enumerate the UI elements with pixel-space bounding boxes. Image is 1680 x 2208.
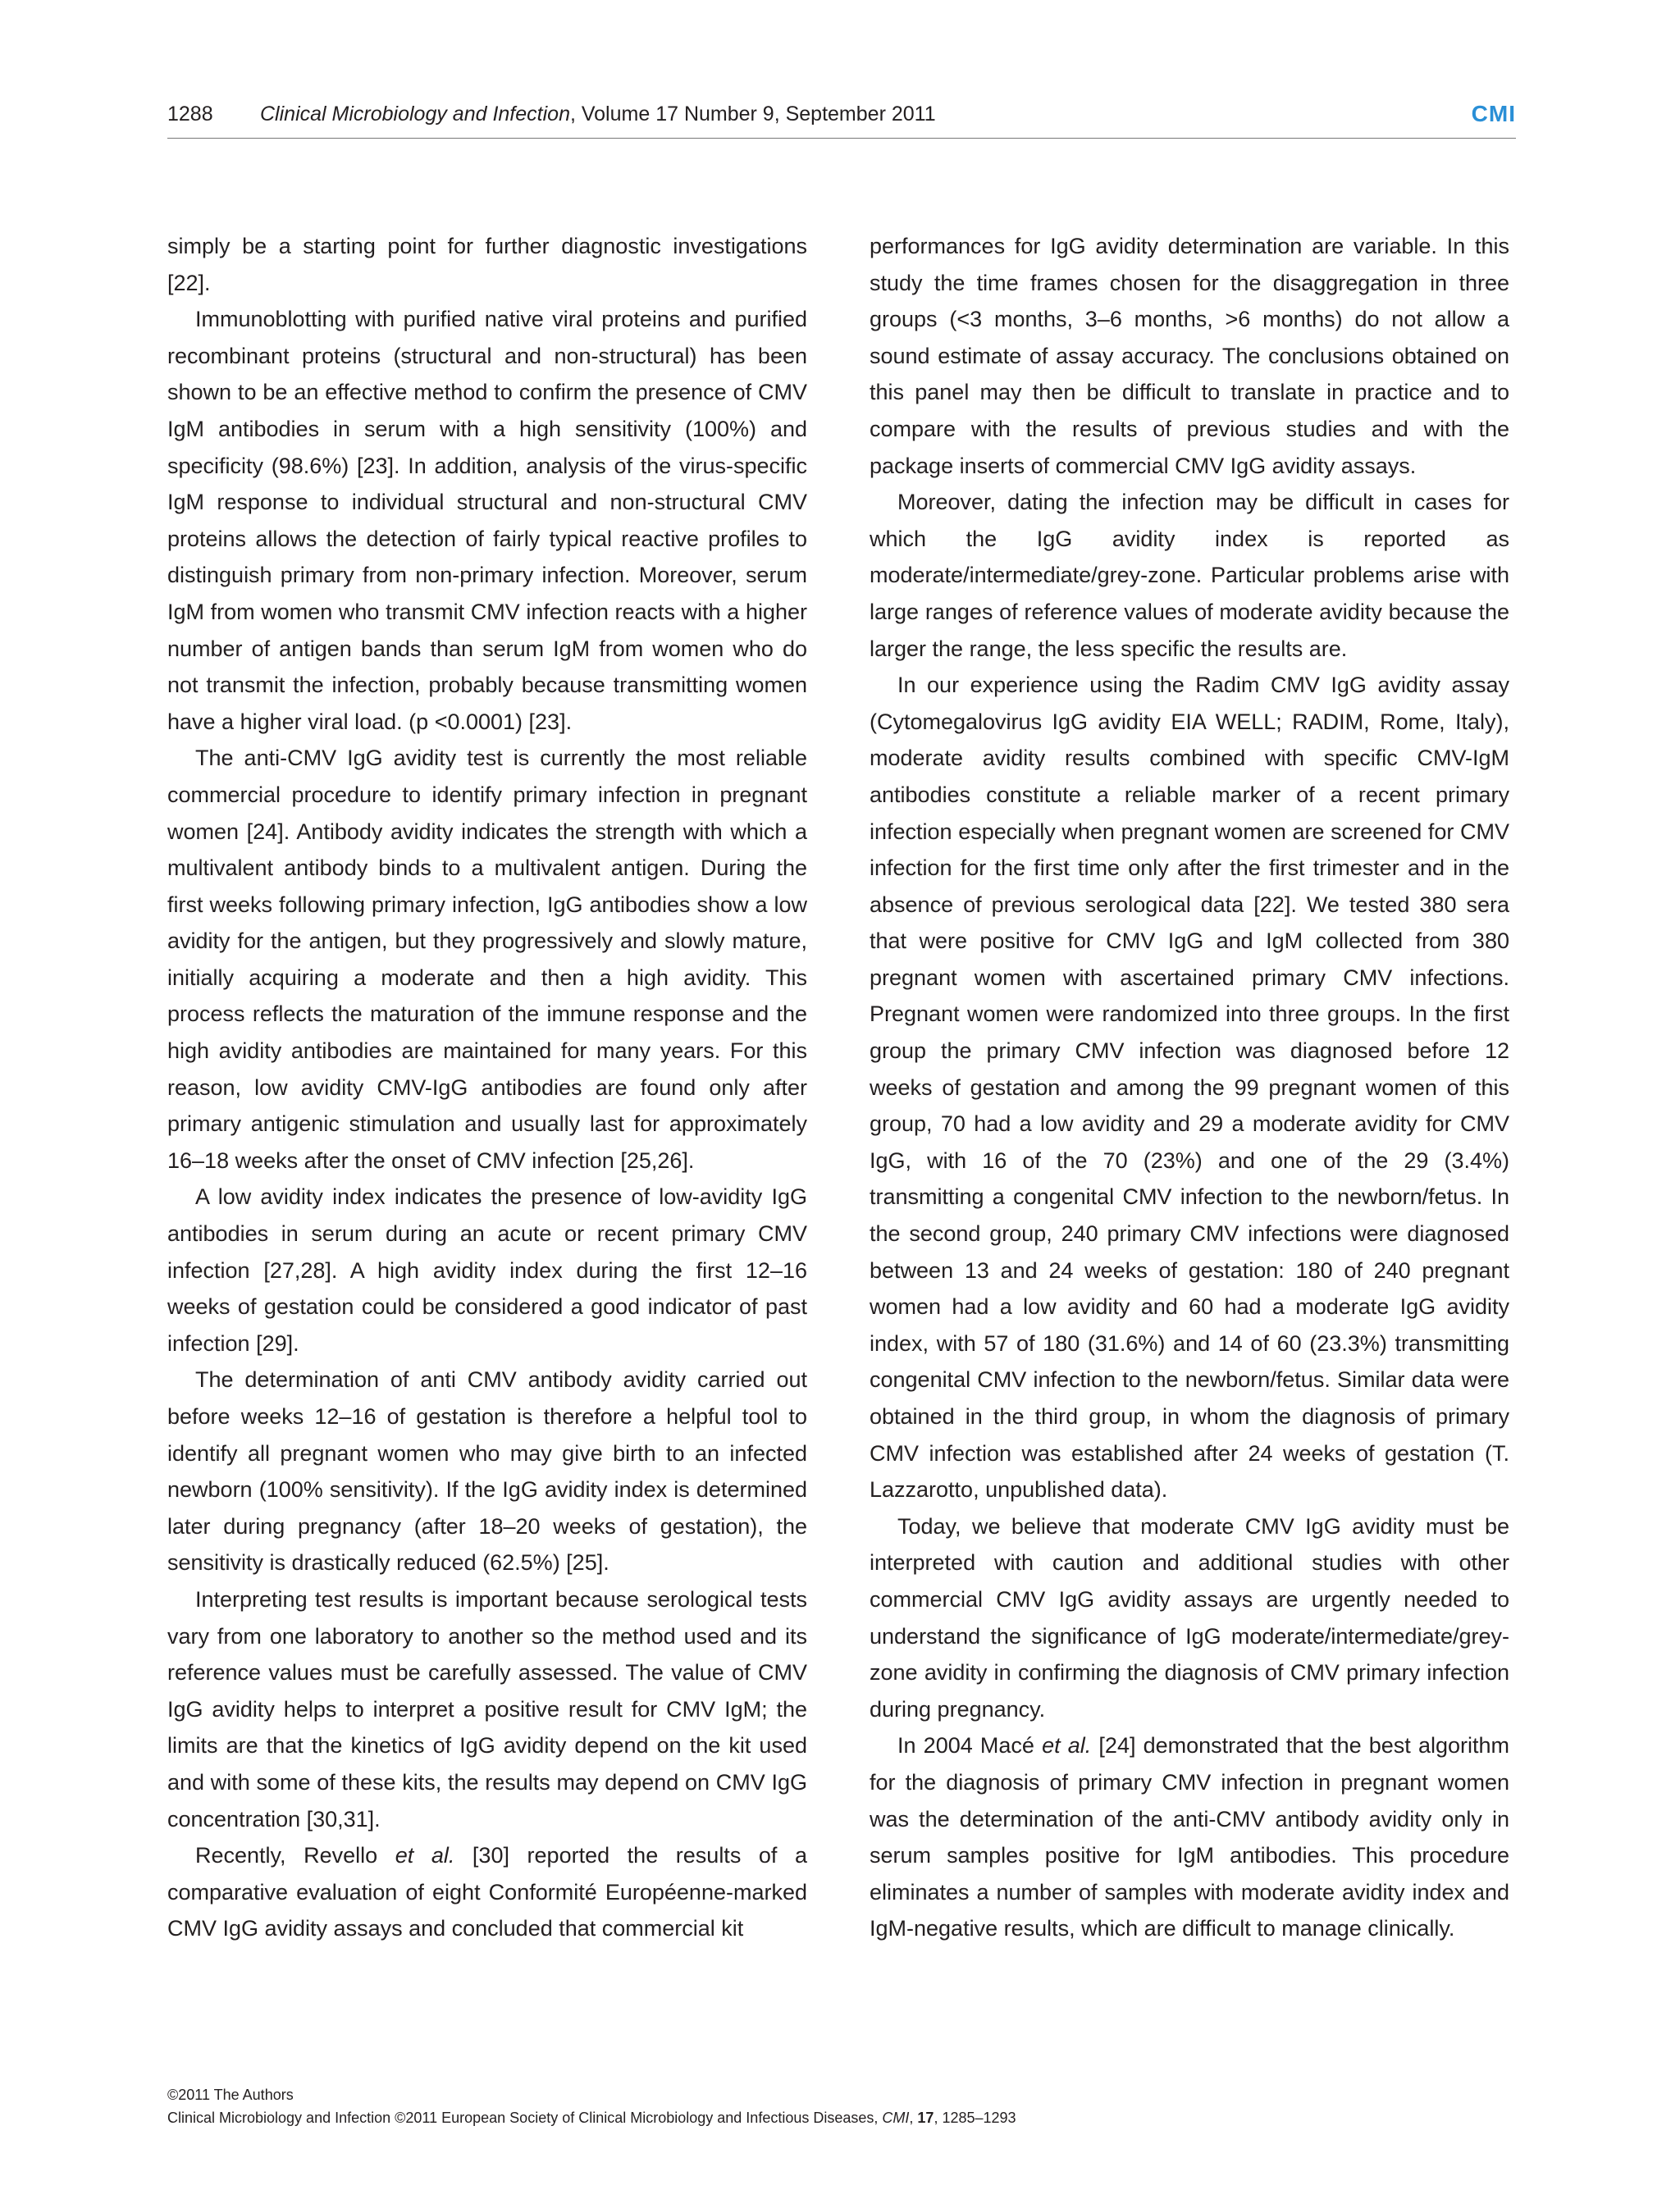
paragraph [870, 1727, 1509, 1947]
paragraph: performances for IgG avidity determination are variable. In this study the time frames chosen for the disaggregation in three groups (<3 months, 3–6 months, >6 months) do not allow a sound estimate of assay accuracy. The conclusions obtained on this panel may then be difficult to translate in practice and to compare with the results of previous studies and with the package inserts of commercial CMV IgG avidity assays. [870, 234, 1509, 478]
paragraph: simply be a starting point for further diagnostic investigations [22]. [167, 234, 807, 295]
footer-volume: 17 [917, 2110, 934, 2126]
paragraph: Today, we believe that moderate CMV IgG avidity must be interpreted with caution and additional studies with other commercial CMV IgG avidity assays are urgently needed to understand the significance of IgG moderate/intermediate/grey-zone avidity in confirming the diagnosis of CMV primary infection during pregnancy. [870, 1513, 1509, 1722]
et-al: et al. [1042, 1733, 1092, 1759]
paragraph: Moreover, dating the infection may be difficult in cases for which the IgG avidity index is reported as moderate/intermediate/grey-zone. Particular problems arise with large ranges of reference values of moderate avidity because the larger the range, the less specific the results are. [870, 490, 1509, 661]
journal-title: Clinical Microbiology and Infection [260, 103, 570, 125]
text-run: [24] demonstrated that the best algorithm for the diagnosis of primary CMV infection in pregnant women was the determination of the anti-CMV antibody avidity only in serum samples positive for IgM antibodies. This procedure eliminates a number of samples with moderate avidity index and IgM-negative results, which are difficult to manage clinically. [870, 1733, 1509, 1941]
footer-separator: , [909, 2110, 918, 2126]
page-footer [167, 2083, 1516, 2129]
footer-journal: CMI [882, 2110, 910, 2126]
paragraph [167, 1837, 807, 1947]
right-column [870, 228, 1509, 1947]
text-run: [30] reported the results of a comparative evaluation of eight Conformité Européenne-marked CMV IgG avidity assays and concluded that commercial kit [167, 1843, 807, 1941]
text-run: In 2004 Macé [897, 1733, 1043, 1759]
paragraph: The anti-CMV IgG avidity test is currently the most reliable commercial procedure to identify primary infection in pregnant women [24]. Antibody avidity indicates the strength with which a multivalent antibody binds to a multivalent antigen. During the first weeks following primary infection, IgG antibodies show a low avidity for the antigen, but they progressively and slowly mature, initially acquiring a moderate and then a high avidity. This process reflects the maturation of the immune response and the high avidity antibodies are maintained for many years. For this reason, low avidity CMV-IgG antibodies are found only after primary antigenic stimulation and usually last for approximately 16–18 weeks after the onset of CMV infection [25,26]. [167, 746, 807, 1173]
copyright-line: ©2011 The Authors [167, 2087, 294, 2103]
footer-text: Clinical Microbiology and Infection ©2011 European Society of Clinical Microbiology and Infectious Diseases, [167, 2110, 883, 2126]
paragraph: A low avidity index indicates the presence of low-avidity IgG antibodies in serum during an acute or recent primary CMV infection [27,28]. A high avidity index during the first 12–16 weeks of gestation could be considered a good indicator of past infection [29]. [167, 1184, 807, 1356]
text-run: Recently, Revello [195, 1843, 395, 1868]
left-column [167, 228, 807, 1947]
journal-issue: , Volume 17 Number 9, September 2011 [569, 103, 936, 125]
footer-pages: , 1285–1293 [934, 2110, 1016, 2126]
journal-footer-line [167, 2106, 1516, 2129]
page-number: 1288 [167, 103, 213, 125]
journal-citation [260, 100, 936, 128]
et-al: et al. [395, 1843, 455, 1868]
paragraph: The determination of anti CMV antibody avidity carried out before weeks 12–16 of gestation is therefore a helpful tool to identify all pregnant women who may give birth to an infected newborn (100% sensitivity). If the IgG avidity index is determined later during pregnancy (after 18–20 weeks of gestation), the sensitivity is drastically reduced (62.5%) [25]. [167, 1367, 807, 1576]
running-head [167, 100, 1516, 139]
paragraph: In our experience using the Radim CMV IgG avidity assay (Cytomegalovirus IgG avidity EIA WELL; RADIM, Rome, Italy), moderate avidity results combined with specific CMV-IgM antibodies constitute a reliable marker of a recent primary infection especially when pregnant women are screened for CMV infection for the first time only after the first trimester and in the absence of previous serological data [22]. We tested 380 sera that were positive for CMV IgG and IgM collected from 380 pregnant women with ascertained primary CMV infections. Pregnant women were randomized into three groups. In the first group the primary CMV infection was diagnosed before 12 weeks of gestation and among the 99 pregnant women of this group, 70 had a low avidity and 29 a moderate avidity for CMV IgG, with 16 of the 70 (23%) and one of the 29 (3.4%) transmitting a congenital CMV infection to the newborn/fetus. In the second group, 240 primary CMV infections were diagnosed between 13 and 24 weeks of gestation: 180 of 240 pregnant women had a low avidity and 60 had a moderate IgG avidity index, with 57 of 180 (31.6%) and 14 of 60 (23.3%) transmitting congenital CMV infection to the newborn/fetus. Similar data were obtained in the third group, in whom the diagnosis of primary CMV infection was established after 24 weeks of gestation (T. Lazzarotto, unpublished data). [870, 673, 1509, 1503]
journal-badge: CMI [1471, 101, 1516, 126]
paragraph: Immunoblotting with purified native viral proteins and purified recombinant proteins (structural and non-structural) has been shown to be an effective method to confirm the presence of CMV IgM antibodies in serum with a high sensitivity (100%) and specificity (98.6%) [23]. In addition, analysis of the virus-specific IgM response to individual structural and non-structural CMV proteins allows the detection of fairly typical reactive profiles to distinguish primary from non-primary infection. Moreover, serum IgM from women who transmit CMV infection reacts with a higher number of antigen bands than serum IgM from women who do not transmit the infection, probably because transmitting women have a higher viral load. (p <0.0001) [23]. [167, 307, 807, 734]
paragraph: Interpreting test results is important because serological tests vary from one laboratory to another so the method used and its reference values must be carefully assessed. The value of CMV IgG avidity helps to interpret a positive result for CMV IgM; the limits are that the kinetics of IgG avidity depend on the kit used and with some of these kits, the results may depend on CMV IgG concentration [30,31]. [167, 1586, 807, 1832]
